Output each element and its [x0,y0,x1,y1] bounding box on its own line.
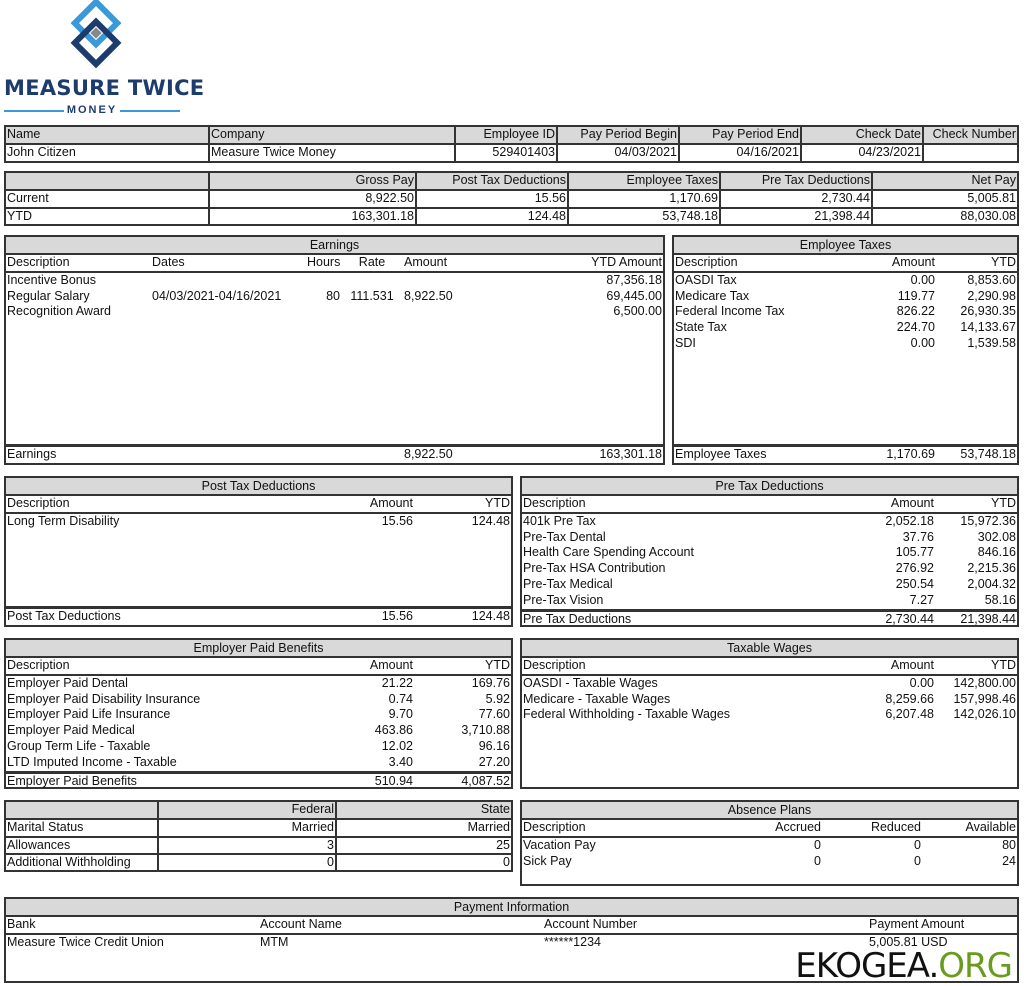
employee-taxes-cell: Employee Taxes [675,447,767,462]
table-row [522,707,1017,723]
earnings-section [4,235,665,465]
employer-benefits-cell: 4,087.52 [461,773,510,788]
info-cell [924,145,1017,161]
pre-tax-cell: 2,052.18 [885,513,934,528]
employer-benefits-cell: Employer Paid Dental [7,675,128,690]
withholding-cell: Federal [159,802,337,818]
employee-taxes-cell: State Tax [675,320,727,335]
section-body [522,838,1017,884]
summary-cell: 53,748.18 [569,209,721,225]
logo-name: MEASURE TWICE [4,76,205,100]
table-row [522,838,1017,854]
pre-tax-cell: Health Care Spending Account [523,545,694,560]
table-row [6,855,511,871]
table-row [522,545,1017,561]
section-title: Taxable Wages [522,640,1017,658]
post-tax-cell: 124.48 [471,513,510,528]
pre-tax-cell: YTD [991,496,1016,510]
employer-benefits-cell: 21.22 [381,675,413,690]
employee-taxes-cell: 53,748.18 [960,447,1016,462]
post-tax-section [4,476,513,627]
withholding-cell: Married [159,820,337,836]
employee-taxes-section [672,235,1019,465]
payment-cell: 5,005.81 USD [869,934,948,949]
section-title: Post Tax Deductions [6,478,511,496]
taxable-wages-cell: 142,026.10 [953,707,1016,722]
table-row [6,820,511,838]
absence-cell: Reduced [870,820,921,834]
column-header-row [6,255,663,273]
total-row [522,609,1017,628]
earnings-cell: Description [7,255,70,269]
earnings-cell [341,273,403,289]
table-row [522,577,1017,593]
employer-benefits-cell: 0.74 [388,691,413,706]
employer-benefits-cell: LTD Imputed Income - Taxable [7,754,177,769]
section-body [6,676,511,771]
post-tax-cell: Post Tax Deductions [7,609,121,624]
pre-tax-cell: 21,398.44 [960,611,1016,626]
column-header-row [6,658,511,676]
earnings-cell: YTD Amount [591,255,662,269]
table-row [6,692,511,708]
section-body [6,514,511,606]
section-title: Payment Information [6,899,1017,917]
employer-benefits-cell: 5.92 [485,691,510,706]
table-row [674,273,1017,289]
summary-cell: 8,922.50 [210,191,417,207]
earnings-cell: 8,922.50 [404,447,453,462]
taxable-wages-cell: 157,998.46 [953,691,1016,706]
total-row [6,444,663,463]
employer-benefits-cell: 510.94 [374,773,413,788]
info-cell: Pay Period Begin [558,127,680,143]
withholding-cell: Additional Withholding [6,855,159,871]
section-body [522,514,1017,609]
post-tax-cell: 124.48 [471,609,510,624]
taxable-wages-cell: 6,207.48 [885,707,934,722]
summary-cell: Employee Taxes [569,173,721,189]
absence-section [520,800,1019,886]
total-row [6,606,511,625]
absence-cell: 0 [914,837,921,852]
post-tax-cell: Long Term Disability [7,513,120,528]
column-header-row [6,127,1017,145]
employer-benefits-cell: 96.16 [478,738,510,753]
summary-section [4,171,1019,226]
pre-tax-cell: 302.08 [977,529,1016,544]
summary-cell: 124.48 [417,209,569,225]
earnings-cell [306,447,341,463]
info-cell: Company [210,127,456,143]
info-cell: Check Number [932,127,1016,141]
column-header-row [522,658,1017,676]
earnings-cell: Regular Salary [7,288,90,303]
watermark-text: EKOGEA. [795,946,939,986]
section-title: Pre Tax Deductions [522,478,1017,496]
employer-benefits-cell: Amount [369,658,413,672]
earnings-cell: Hours [307,255,341,269]
taxable-wages-cell: 8,259.66 [885,691,934,706]
earnings-cell [151,273,306,289]
employer-benefits-cell: Employer Paid Life Insurance [7,707,171,722]
absence-cell: Available [965,820,1016,834]
table-row [6,676,511,692]
summary-cell: YTD [6,209,210,225]
info-cell: Employee ID [456,127,558,143]
summary-cell: 2,730.44 [721,191,873,207]
employer-benefits-cell: Group Term Life - Taxable [7,738,151,753]
table-row [522,692,1017,708]
earnings-cell [306,304,341,320]
earnings-cell: Amount [404,255,448,269]
summary-cell: Pre Tax Deductions [721,173,873,189]
pre-tax-section [520,476,1019,627]
table-row [522,514,1017,530]
info-cell: 529401403 [456,145,558,161]
table-row [522,676,1017,692]
section-body [6,273,663,444]
table-row [6,723,511,739]
table-row [522,530,1017,546]
employee-taxes-cell: 1,539.58 [967,335,1016,350]
employee-taxes-cell: Medicare Tax [675,288,750,303]
absence-cell: 80 [1002,837,1016,852]
pre-tax-cell: Description [523,496,586,510]
pre-tax-cell: 276.92 [895,561,934,576]
absence-cell: 0 [814,853,821,868]
employee-taxes-cell: 26,930.35 [960,304,1016,319]
withholding-cell: Marital Status [6,820,159,836]
employee-taxes-cell: Amount [891,255,935,269]
post-tax-cell: Description [7,496,70,510]
total-row [674,444,1017,463]
employer-benefits-cell: YTD [485,658,510,672]
pre-tax-cell: Pre-Tax Vision [523,592,604,607]
pre-tax-cell: 2,215.36 [967,561,1016,576]
earnings-cell: Earnings [7,447,57,462]
employee-taxes-cell: OASDI Tax [675,272,737,287]
withholding-cell: 25 [496,837,510,852]
table-row [6,191,1017,209]
pre-tax-cell: 58.16 [984,592,1016,607]
table-row [6,273,663,289]
payment-cell: Payment Amount [869,917,965,931]
info-cell: John Citizen [6,145,210,161]
table-row [6,209,1017,225]
summary-cell: 163,301.18 [210,209,417,225]
pre-tax-cell: 250.54 [895,576,934,591]
logo-mark-icon [4,0,184,76]
total-row [6,771,511,790]
table-row [522,854,1017,870]
column-header-row [674,255,1017,273]
column-header-row [6,496,511,514]
section-body [522,676,1017,787]
withholding-cell: Married [467,819,510,834]
earnings-cell [341,447,403,463]
info-cell: Check Date [802,127,924,143]
table-row [6,304,663,320]
summary-cell: 21,398.44 [721,209,873,225]
pre-tax-cell: 2,730.44 [885,611,934,626]
post-tax-cell: YTD [485,496,510,510]
table-row [674,320,1017,336]
table-row [674,304,1017,320]
absence-cell: 0 [914,853,921,868]
info-section [4,125,1019,163]
taxable-wages-cell: Federal Withholding - Taxable Wages [523,707,731,722]
column-header-row [6,173,1017,191]
pre-tax-cell: 846.16 [977,545,1016,560]
earnings-cell: Dates [152,255,185,269]
table-row [6,755,511,771]
column-header-row [522,496,1017,514]
section-title: Earnings [6,237,663,255]
taxable-wages-cell: YTD [991,658,1016,672]
table-row [6,289,663,305]
employer-benefits-cell: 12.02 [381,738,413,753]
withholding-cell: Allowances [6,838,159,854]
pre-tax-cell: Pre-Tax Dental [523,529,606,544]
employee-taxes-cell: Federal Income Tax [675,304,785,319]
pre-tax-cell: 7.27 [909,592,934,607]
pre-tax-cell: Pre-Tax HSA Contribution [523,561,666,576]
earnings-cell: 6,500.00 [613,304,662,319]
employee-taxes-cell: 1,170.69 [886,447,935,462]
employer-benefits-cell: 27.20 [478,754,510,769]
summary-cell: 88,030.08 [960,208,1016,223]
payment-cell: Account Number [544,917,638,931]
employer-benefits-cell: 9.70 [388,707,413,722]
employer-benefits-cell: 77.60 [478,707,510,722]
table-row [6,739,511,755]
payment-cell: MTM [260,934,289,949]
earnings-cell [403,304,513,320]
employee-taxes-cell: 0.00 [910,335,935,350]
taxable-wages-cell: Description [523,658,586,672]
section-title: Employee Taxes [674,237,1017,255]
pre-tax-cell: 15,972.36 [960,513,1016,528]
payment-cell: ******1234 [544,934,601,949]
table-row [6,514,511,530]
info-cell: Measure Twice Money [210,145,456,161]
earnings-cell: 87,356.18 [606,272,662,287]
column-header-row [522,820,1017,838]
earnings-cell: Incentive Bonus [7,272,96,287]
payment-cell: Measure Twice Credit Union [7,934,164,949]
employee-taxes-cell: SDI [675,335,696,350]
taxable-wages-cell: 0.00 [909,675,934,690]
employee-taxes-cell: Description [675,255,738,269]
payment-cell: Bank [7,917,36,931]
employee-taxes-cell: 8,853.60 [967,272,1016,287]
earnings-cell [341,304,403,320]
table-row [6,707,511,723]
pre-tax-cell: 37.76 [902,529,934,544]
employer-benefits-section [4,638,513,789]
pre-tax-cell: 105.77 [895,545,934,560]
info-cell: Name [6,127,210,143]
employee-taxes-cell: 0.00 [910,272,935,287]
employee-taxes-cell: 826.22 [896,304,935,319]
withholding-cell: 0 [159,855,337,871]
employee-taxes-cell: 14,133.67 [960,320,1016,335]
withholding-cell [6,802,159,818]
table-row [522,561,1017,577]
absence-cell: Vacation Pay [523,837,596,852]
table-row [674,336,1017,352]
watermark-accent: ORG [938,946,1012,986]
absence-cell: 24 [1002,853,1016,868]
watermark [795,946,1012,986]
employee-taxes-cell: 2,290.98 [967,288,1016,303]
earnings-cell: 69,445.00 [606,288,662,303]
earnings-cell: 163,301.18 [599,447,662,462]
summary-cell: Net Pay [971,173,1016,187]
earnings-cell: Recognition Award [7,304,112,319]
logo-subtitle: MONEY [4,103,180,117]
absence-cell: Description [523,820,586,834]
absence-cell: Accrued [775,820,821,834]
section-title: Absence Plans [522,802,1017,820]
employee-taxes-cell: 224.70 [896,320,935,335]
summary-cell: 5,005.81 [967,190,1016,205]
post-tax-cell: Amount [369,496,413,510]
column-header-row [6,917,1017,935]
taxable-wages-cell: 142,800.00 [953,675,1016,690]
earnings-cell [403,273,513,289]
employer-benefits-cell: 169.76 [471,675,510,690]
summary-cell: Current [6,191,210,207]
table-row [6,145,1017,161]
table-row [674,289,1017,305]
employee-taxes-cell: YTD [991,255,1016,269]
summary-cell [6,173,210,189]
withholding-cell: State [480,802,510,816]
pre-tax-cell: 401k Pre Tax [523,513,596,528]
earnings-cell [306,273,341,289]
employer-benefits-cell: 463.86 [374,723,413,738]
info-cell: 04/16/2021 [680,145,802,161]
employer-benefits-cell: Employer Paid Medical [7,723,135,738]
pre-tax-cell: Amount [890,496,934,510]
table-row [522,593,1017,609]
section-body [674,273,1017,444]
payment-cell: Account Name [260,917,342,931]
summary-cell: Gross Pay [210,173,417,189]
section-title: Employer Paid Benefits [6,640,511,658]
earnings-cell [151,304,306,320]
employer-benefits-cell: 3.40 [388,754,413,769]
summary-cell: 1,170.69 [569,191,721,207]
summary-cell: Post Tax Deductions [417,173,569,189]
earnings-cell: 111.531 [350,288,394,303]
column-header-row [6,802,511,820]
earnings-cell: 04/03/2021-04/16/2021 [152,288,282,303]
taxable-wages-cell: Medicare - Taxable Wages [523,691,671,706]
employer-benefits-cell: Employer Paid Disability Insurance [7,691,201,706]
info-cell: 04/03/2021 [558,145,680,161]
table-row [6,838,511,856]
employer-benefits-cell: 3,710.88 [461,723,510,738]
pre-tax-cell: Pre-Tax Medical [523,576,613,591]
post-tax-cell: 15.56 [381,609,413,624]
employer-benefits-cell: Description [7,658,70,672]
earnings-cell: 80 [326,288,340,303]
employer-benefits-cell: Employer Paid Benefits [7,773,137,788]
withholding-section [4,800,513,872]
earnings-cell [151,447,306,463]
earnings-cell: Rate [358,255,386,269]
withholding-cell: 3 [159,838,337,854]
summary-cell: 15.56 [417,191,569,207]
earnings-cell: 8,922.50 [404,288,453,303]
employee-taxes-cell: 119.77 [897,288,935,303]
post-tax-cell: 15.56 [381,513,413,528]
withholding-cell: 0 [503,855,510,870]
info-cell: Pay Period End [680,127,802,143]
taxable-wages-section [520,638,1019,789]
pre-tax-cell: Pre Tax Deductions [523,611,632,626]
taxable-wages-cell: OASDI - Taxable Wages [523,675,658,690]
absence-cell: 0 [814,837,821,852]
info-cell: 04/23/2021 [802,145,924,161]
pre-tax-cell: 2,004.32 [967,576,1016,591]
absence-cell: Sick Pay [523,853,572,868]
taxable-wages-cell: Amount [890,658,934,672]
